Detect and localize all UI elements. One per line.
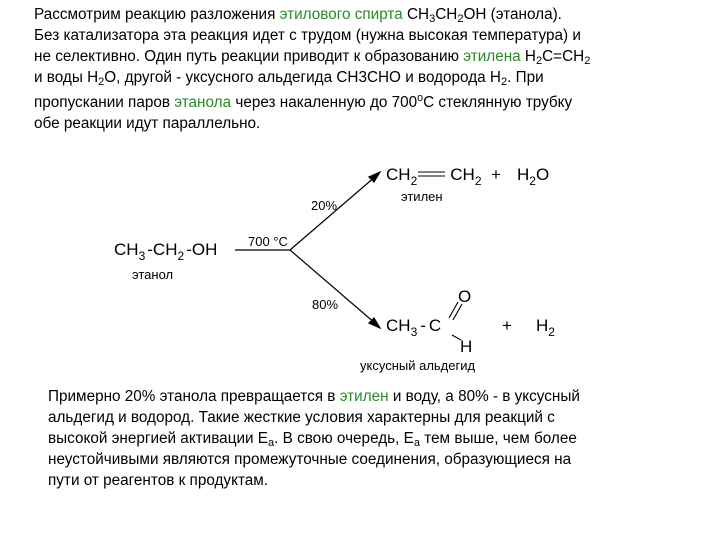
outro-paragraph bbox=[48, 386, 688, 491]
lower-branch-percent: 80% bbox=[312, 297, 339, 312]
outro-line-4: неустойчивыми являются промежуточные соединения, образующиеся на bbox=[48, 451, 572, 468]
ethylene-term-2: этилен bbox=[339, 388, 389, 405]
aldehyde-bonds bbox=[449, 302, 462, 340]
upper-plus: + bbox=[491, 165, 501, 184]
aldehyde-hydrogen: H bbox=[460, 337, 473, 356]
ethylene-term: этилена bbox=[463, 48, 521, 65]
outro-line-3: высокой энергией активации $E_a$. В свою очередь, $E_a$ тем выше, чем более bbox=[48, 430, 577, 449]
acetaldehyde-name: уксусный альдегид bbox=[360, 358, 476, 373]
reactant-formula: $CH_3$ $-CH_2$ -OH bbox=[114, 240, 218, 263]
intro-line-2: Без катализатора эта реакция идет с трудом (нужна высокая температура) и bbox=[34, 27, 581, 44]
temperature-condition: 700 °C bbox=[248, 234, 288, 249]
outro-line-5: пути от реагентов к продуктам. bbox=[48, 472, 269, 489]
ethyl-alcohol-term: этилового спирта bbox=[279, 6, 403, 23]
intro-line-6: обе реакции идут параллельно. bbox=[34, 115, 261, 133]
upper-branch-percent: 20% bbox=[311, 198, 338, 213]
intro-line-5: пропускании паров этанола через накаленную до 700$^o$C стеклянную трубку bbox=[34, 92, 573, 112]
branch-arrows bbox=[235, 172, 380, 328]
lower-arrow-line bbox=[290, 250, 376, 324]
intro-line-4: и воды $H_2O$, другой - уксусного альдегида CH3CHO и водорода $H_2$. При bbox=[34, 69, 544, 88]
acetaldehyde-formula: $CH_3$ - C bbox=[386, 316, 442, 339]
ethylene-formula: $CH_2$ $CH_2$ bbox=[386, 165, 482, 188]
upper-arrow-line bbox=[290, 176, 376, 250]
lower-plus: + bbox=[502, 316, 512, 335]
outro-line-1: Примерно 20% этанола превращается в этилен и воду, а 80% - в уксусный bbox=[48, 388, 580, 405]
reactant-name: этанол bbox=[132, 267, 174, 282]
outro-line-2: альдегид и водород. Такие жесткие условия характерны для реакций с bbox=[48, 409, 555, 426]
intro-line-3: не селективно. Один путь реакции приводит к образованию этилена $H_2C=CH_2$ bbox=[34, 48, 591, 67]
water-formula: $H_2O$ bbox=[517, 165, 550, 188]
ethanol-term: этанола bbox=[174, 94, 232, 112]
hydrogen-formula: $H_2$ bbox=[536, 316, 555, 339]
carbonyl-oxygen: O bbox=[458, 287, 472, 306]
ethylene-name: этилен bbox=[401, 189, 443, 204]
intro-line-1: Рассмотрим реакцию разложения этилового спирта $CH_3CH_2OH$ (этанола). bbox=[34, 6, 562, 25]
ethylene-double-bond bbox=[418, 172, 445, 176]
